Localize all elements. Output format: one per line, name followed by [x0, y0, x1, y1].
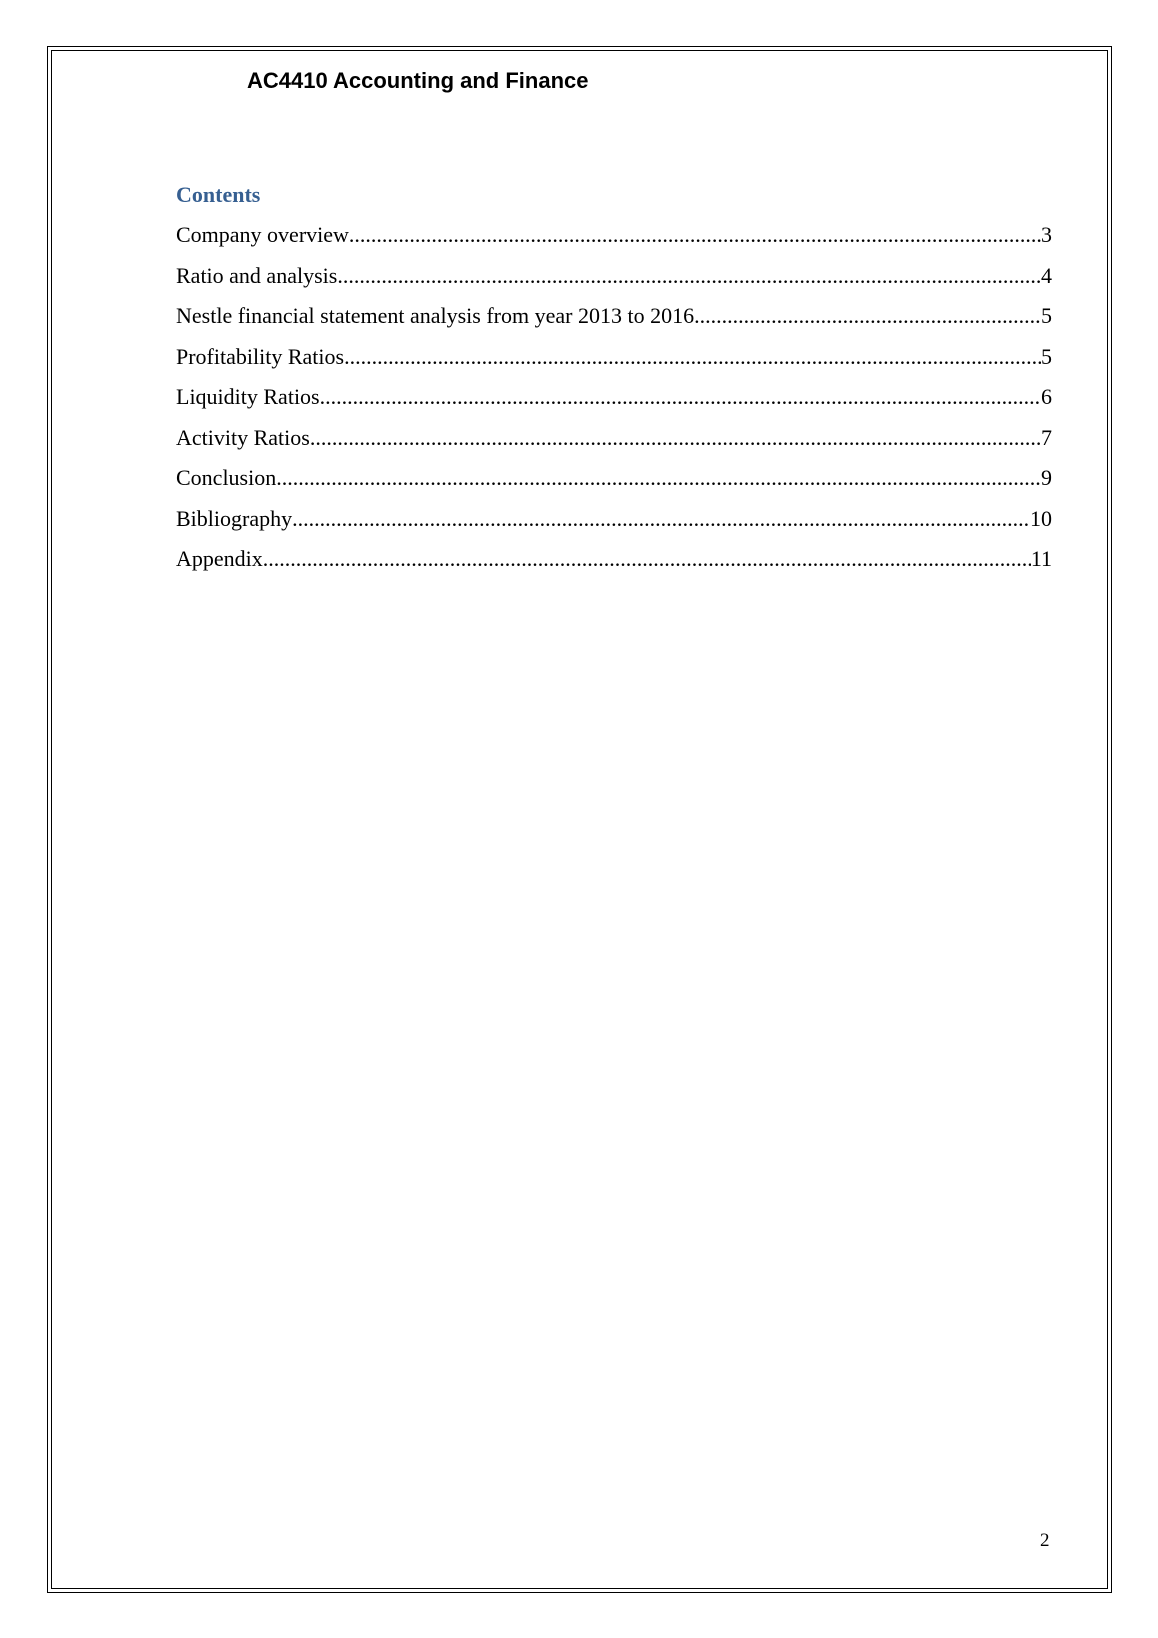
toc-entry-page: 5: [1041, 343, 1052, 369]
toc-dot-leader: [349, 222, 1041, 248]
toc-entry-title: Activity Ratios: [176, 424, 310, 450]
toc-entry-title: Ratio and analysis: [176, 262, 338, 288]
toc-entry-conclusion[interactable]: [176, 465, 1052, 506]
toc-entry-page: 7: [1041, 424, 1052, 450]
toc-entry-title: Bibliography: [176, 505, 293, 531]
page-number: 2: [1040, 1530, 1050, 1551]
toc-dot-leader: [292, 506, 1030, 532]
toc-entry-page: 3: [1041, 222, 1052, 247]
toc-heading: Contents: [176, 182, 261, 207]
toc-dot-leader: [337, 263, 1041, 289]
toc-entry-title: Company overview: [176, 222, 349, 247]
toc-entry-title: Appendix: [176, 546, 263, 571]
toc-dot-leader: [320, 384, 1041, 410]
toc-entry-ratio-and-analysis[interactable]: [176, 263, 1052, 304]
toc-dot-leader: [694, 303, 1041, 329]
toc-entry-page: 9: [1041, 465, 1052, 490]
toc-entry-page: 5: [1041, 303, 1052, 328]
toc-entry-page: 4: [1041, 262, 1052, 288]
toc-dot-leader: [344, 344, 1041, 370]
toc-entry-title: Nestle financial statement analysis from year 2013 to 2016: [176, 303, 695, 328]
toc-entry-company-overview[interactable]: [176, 222, 1052, 263]
toc-entry-appendix[interactable]: [176, 546, 1052, 587]
toc-entry-page: 11: [1030, 546, 1052, 571]
toc-entry-page: 10: [1030, 505, 1052, 531]
toc-entry-title: Liquidity Ratios: [176, 384, 320, 409]
toc-entry-bibliography[interactable]: [176, 506, 1052, 547]
toc-entry-page: 6: [1041, 384, 1052, 409]
toc-entry-nestle-analysis[interactable]: [176, 303, 1052, 344]
table-of-contents: [176, 222, 1052, 587]
toc-entry-title: Conclusion: [176, 465, 277, 490]
toc-dot-leader: [310, 425, 1041, 451]
document-header-title: AC4410 Accounting and Finance: [247, 68, 589, 93]
toc-entry-activity-ratios[interactable]: [176, 425, 1052, 466]
toc-dot-leader: [276, 465, 1041, 491]
toc-entry-liquidity-ratios[interactable]: [176, 384, 1052, 425]
toc-entry-title: Profitability Ratios: [176, 343, 345, 369]
toc-dot-leader: [263, 546, 1031, 572]
toc-entry-profitability-ratios[interactable]: [176, 344, 1052, 385]
